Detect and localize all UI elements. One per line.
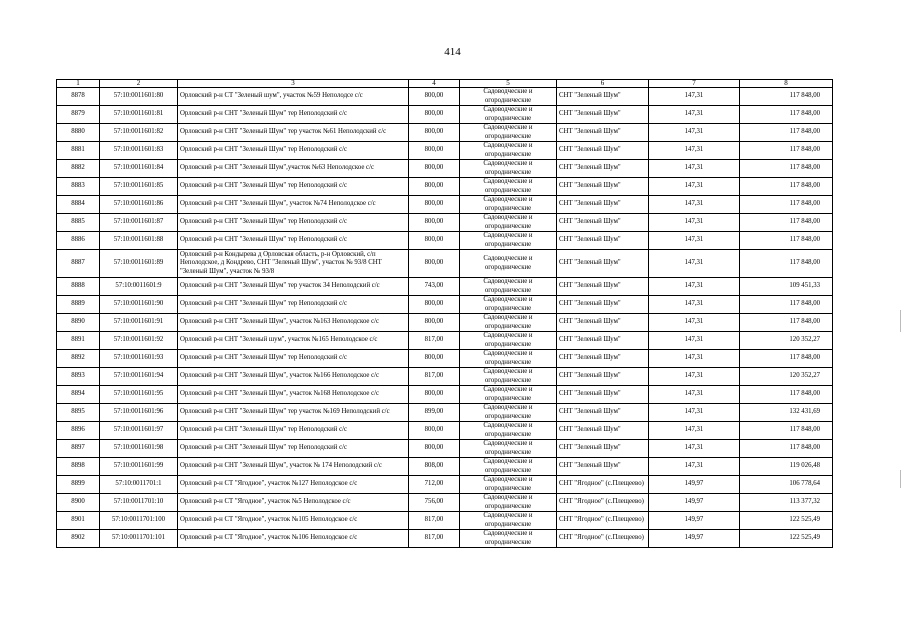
cadastral-value-cell: 106 778,64: [740, 476, 833, 494]
land-use-cell: Садоводческие и огороднические: [460, 296, 557, 314]
row-number-cell: 8899: [57, 476, 100, 494]
cadastral-value-cell: 122 525,49: [740, 530, 833, 548]
land-use-cell: Садоводческие и огороднические: [460, 106, 557, 124]
column-number: 2: [100, 80, 178, 88]
row-number-cell: 8888: [57, 278, 100, 296]
land-use-cell: Садоводческие и огороднические: [460, 350, 557, 368]
cadastral-number-cell: 57:10:0011601:87: [100, 214, 178, 232]
cadastral-value-cell: 117 848,00: [740, 106, 833, 124]
address-cell: Орловский р-н СНТ "Зеленый шум", участок №165 Неполодское с/с: [178, 332, 409, 350]
cadastral-number-cell: 57:10:0011601:98: [100, 440, 178, 458]
specific-value-cell: 149,97: [649, 530, 740, 548]
area-cell: 756,00: [409, 494, 460, 512]
cadastral-number-cell: 57:10:0011601:95: [100, 386, 178, 404]
cadastral-number-cell: 57:10:0011601:80: [100, 88, 178, 106]
specific-value-cell: 147,31: [649, 404, 740, 422]
table-row: [57, 422, 833, 440]
row-number-cell: 8892: [57, 350, 100, 368]
partnership-cell: СНТ "Зеленый Шум": [557, 296, 649, 314]
row-number-cell: 8882: [57, 160, 100, 178]
address-cell: Орловский р-н СНТ "Зеленый Шум" тер Неполодский с/с: [178, 214, 409, 232]
land-use-cell: Садоводческие и огороднические: [460, 196, 557, 214]
cadastral-number-cell: 57:10:0011601:90: [100, 296, 178, 314]
partnership-cell: СНТ "Зеленый Шум": [557, 124, 649, 142]
partnership-cell: СНТ "Ягодное" (с.Плещеево): [557, 530, 649, 548]
cadastral-number-cell: 57:10:0011601:91: [100, 314, 178, 332]
area-cell: 808,00: [409, 458, 460, 476]
partnership-cell: СНТ "Зеленый Шум": [557, 88, 649, 106]
row-number-cell: 8881: [57, 142, 100, 160]
partnership-cell: СНТ "Зеленый Шум": [557, 278, 649, 296]
table-row: [57, 476, 833, 494]
cadastral-number-cell: 57:10:0011601:86: [100, 196, 178, 214]
table-row: [57, 142, 833, 160]
table-row: [57, 314, 833, 332]
partnership-cell: СНТ "Зеленый Шум": [557, 196, 649, 214]
cadastral-value-cell: 119 026,48: [740, 458, 833, 476]
address-cell: Орловский р-н СТ "Ягодное", участок №106 Неполодское с/с: [178, 530, 409, 548]
partnership-cell: СНТ "Зеленый Шум": [557, 440, 649, 458]
specific-value-cell: 147,31: [649, 278, 740, 296]
row-number-cell: 8889: [57, 296, 100, 314]
row-number-cell: 8884: [57, 196, 100, 214]
area-cell: 800,00: [409, 88, 460, 106]
address-cell: Орловский р-н СТ "Ягодное", участок №105 Неполодское с/с: [178, 512, 409, 530]
area-cell: 800,00: [409, 196, 460, 214]
table-row: [57, 278, 833, 296]
area-cell: 817,00: [409, 332, 460, 350]
land-use-cell: Садоводческие и огороднические: [460, 440, 557, 458]
row-number-cell: 8885: [57, 214, 100, 232]
land-use-cell: Садоводческие и огороднические: [460, 404, 557, 422]
column-number: 5: [460, 80, 557, 88]
column-number: 4: [409, 80, 460, 88]
area-cell: 712,00: [409, 476, 460, 494]
specific-value-cell: 147,31: [649, 196, 740, 214]
specific-value-cell: 147,31: [649, 178, 740, 196]
partnership-cell: СНТ "Ягодное" (с.Плещеево): [557, 512, 649, 530]
cadastral-value-cell: 117 848,00: [740, 160, 833, 178]
cadastral-number-cell: 57:10:0011701:100: [100, 512, 178, 530]
partnership-cell: СНТ "Зеленый Шум": [557, 250, 649, 278]
address-cell: Орловский р-н СНТ "Зеленый Шум" тер участок №61 Неполодский с/с: [178, 124, 409, 142]
row-number-cell: 8878: [57, 88, 100, 106]
partnership-cell: СНТ "Зеленый Шум": [557, 458, 649, 476]
cadastral-value-cell: 117 848,00: [740, 314, 833, 332]
land-use-cell: Садоводческие и огороднические: [460, 250, 557, 278]
area-cell: 800,00: [409, 296, 460, 314]
column-number: 6: [557, 80, 649, 88]
cadastral-number-cell: 57:10:0011601:93: [100, 350, 178, 368]
cadastral-value-cell: 117 848,00: [740, 196, 833, 214]
specific-value-cell: 149,97: [649, 494, 740, 512]
area-cell: 800,00: [409, 178, 460, 196]
address-cell: Орловский р-н СНТ "Зеленый Шум" тер Неполодский с/с: [178, 178, 409, 196]
partnership-cell: СНТ "Зеленый Шум": [557, 350, 649, 368]
cadastral-value-cell: 117 848,00: [740, 232, 833, 250]
table-row: [57, 332, 833, 350]
land-use-cell: Садоводческие и огороднические: [460, 232, 557, 250]
address-cell: Орловский р-н СНТ "Зеленый Шум" тер Неполодский с/с: [178, 232, 409, 250]
area-cell: 817,00: [409, 530, 460, 548]
table-row: [57, 404, 833, 422]
specific-value-cell: 147,31: [649, 88, 740, 106]
address-cell: Орловский р-н СНТ "Зеленый Шум" тер участок 34 Неполодский с/с: [178, 278, 409, 296]
table-row: [57, 458, 833, 476]
land-use-cell: Садоводческие и огороднические: [460, 160, 557, 178]
cadastral-value-cell: 117 848,00: [740, 440, 833, 458]
partnership-cell: СНТ "Зеленый Шум": [557, 106, 649, 124]
area-cell: 800,00: [409, 440, 460, 458]
table-row: [57, 160, 833, 178]
row-number-cell: 8897: [57, 440, 100, 458]
row-number-cell: 8891: [57, 332, 100, 350]
address-cell: Орловский р-н Кондырева д Орловская область, р-н Орловский, с/п Неполодское, д Кондрево, СНТ "Зеленый Шум", участок № 93/8 СНТ "Зеленый Шум", участок № 93/8: [178, 250, 409, 278]
area-cell: 800,00: [409, 422, 460, 440]
cadastral-number-cell: 57:10:0011601:84: [100, 160, 178, 178]
land-use-cell: Садоводческие и огороднические: [460, 88, 557, 106]
table-row: [57, 88, 833, 106]
row-number-cell: 8901: [57, 512, 100, 530]
land-use-cell: Садоводческие и огороднические: [460, 422, 557, 440]
partnership-cell: СНТ "Ягодное" (с.Плещеево): [557, 476, 649, 494]
cadastral-value-cell: 117 848,00: [740, 88, 833, 106]
cadastral-value-cell: 109 451,33: [740, 278, 833, 296]
specific-value-cell: 147,31: [649, 332, 740, 350]
specific-value-cell: 147,31: [649, 250, 740, 278]
specific-value-cell: 149,97: [649, 512, 740, 530]
cadastral-number-cell: 57:10:0011701:10: [100, 494, 178, 512]
specific-value-cell: 147,31: [649, 440, 740, 458]
column-number: 7: [649, 80, 740, 88]
cadastral-number-cell: 57:10:0011601:92: [100, 332, 178, 350]
row-number-cell: 8894: [57, 386, 100, 404]
land-use-cell: Садоводческие и огороднические: [460, 214, 557, 232]
partnership-cell: СНТ "Зеленый Шум": [557, 178, 649, 196]
area-cell: 800,00: [409, 106, 460, 124]
cadastral-number-cell: 57:10:0011601:96: [100, 404, 178, 422]
address-cell: Орловский р-н СНТ "Зеленый Шум", участок №168 Неполодское с/с: [178, 386, 409, 404]
page-number: 414: [444, 46, 461, 58]
cadastral-number-cell: 57:10:0011601:85: [100, 178, 178, 196]
row-number-cell: 8880: [57, 124, 100, 142]
cadastral-value-cell: 117 848,00: [740, 214, 833, 232]
address-cell: Орловский р-н СНТ "Зеленый Шум", участок №166 Неполодское с/с: [178, 368, 409, 386]
cadastral-value-cell: 117 848,00: [740, 124, 833, 142]
land-use-cell: Садоводческие и огороднические: [460, 530, 557, 548]
row-number-cell: 8896: [57, 422, 100, 440]
row-number-cell: 8886: [57, 232, 100, 250]
cadastral-value-cell: 113 377,32: [740, 494, 833, 512]
specific-value-cell: 147,31: [649, 214, 740, 232]
table-row: [57, 494, 833, 512]
row-number-cell: 8890: [57, 314, 100, 332]
table-row: [57, 178, 833, 196]
specific-value-cell: 147,31: [649, 422, 740, 440]
row-number-cell: 8898: [57, 458, 100, 476]
area-cell: 800,00: [409, 142, 460, 160]
area-cell: 800,00: [409, 314, 460, 332]
cadastral-number-cell: 57:10:0011601:89: [100, 250, 178, 278]
specific-value-cell: 147,31: [649, 368, 740, 386]
area-cell: 817,00: [409, 368, 460, 386]
cadastral-value-cell: 117 848,00: [740, 350, 833, 368]
specific-value-cell: 147,31: [649, 314, 740, 332]
row-number-cell: 8887: [57, 250, 100, 278]
area-cell: 817,00: [409, 512, 460, 530]
land-use-cell: Садоводческие и огороднические: [460, 314, 557, 332]
cadastral-value-cell: 117 848,00: [740, 142, 833, 160]
cadastral-number-cell: 57:10:0011701:101: [100, 530, 178, 548]
address-cell: Орловский р-н СТ "Зеленый шум", участок №59 Неполодсе с/с: [178, 88, 409, 106]
address-cell: Орловский р-н СНТ "Зеленый Шум", участок №74 Неполодское с/с: [178, 196, 409, 214]
scan-edge-mark: [900, 470, 901, 488]
table-row: [57, 440, 833, 458]
specific-value-cell: 147,31: [649, 142, 740, 160]
partnership-cell: СНТ "Зеленый Шум": [557, 368, 649, 386]
address-cell: Орловский р-н СНТ "Зеленый Шум", участок №163 Неполодское с/с: [178, 314, 409, 332]
cadastral-number-cell: 57:10:0011701:1: [100, 476, 178, 494]
partnership-cell: СНТ "Зеленый Шум": [557, 314, 649, 332]
cadastral-value-cell: 120 352,27: [740, 368, 833, 386]
area-cell: 800,00: [409, 350, 460, 368]
partnership-cell: СНТ "Зеленый Шум": [557, 404, 649, 422]
land-use-cell: Садоводческие и огороднические: [460, 178, 557, 196]
address-cell: Орловский р-н СНТ "Зеленый Шум" тер Неполодский с/с: [178, 106, 409, 124]
table-row: [57, 350, 833, 368]
specific-value-cell: 147,31: [649, 124, 740, 142]
cadastral-value-cell: 117 848,00: [740, 422, 833, 440]
row-number-cell: 8883: [57, 178, 100, 196]
table-row: [57, 196, 833, 214]
specific-value-cell: 147,31: [649, 386, 740, 404]
specific-value-cell: 147,31: [649, 232, 740, 250]
table-row: [57, 386, 833, 404]
land-use-cell: Садоводческие и огороднические: [460, 368, 557, 386]
partnership-cell: СНТ "Зеленый Шум": [557, 232, 649, 250]
address-cell: Орловский р-н СНТ "Зеленый Шум",участок №63 Неполодское с/с: [178, 160, 409, 178]
partnership-cell: СНТ "Зеленый Шум": [557, 160, 649, 178]
row-number-cell: 8900: [57, 494, 100, 512]
table-row: [57, 368, 833, 386]
specific-value-cell: 147,31: [649, 458, 740, 476]
land-use-cell: Садоводческие и огороднические: [460, 458, 557, 476]
land-use-cell: Садоводческие и огороднические: [460, 278, 557, 296]
table-row: [57, 512, 833, 530]
cadastral-number-cell: 57:10:0011601:82: [100, 124, 178, 142]
land-use-cell: Садоводческие и огороднические: [460, 494, 557, 512]
column-number-header-row: [57, 80, 833, 88]
address-cell: Орловский р-н СНТ "Зеленый Шум" тер Неполодский с/с: [178, 350, 409, 368]
address-cell: Орловский р-н СНТ "Зеленый Шум" тер Неполодский с/с: [178, 422, 409, 440]
cadastral-number-cell: 57:10:0011601:9: [100, 278, 178, 296]
cadastral-value-cell: 117 848,00: [740, 386, 833, 404]
area-cell: 800,00: [409, 250, 460, 278]
area-cell: 800,00: [409, 214, 460, 232]
row-number-cell: 8879: [57, 106, 100, 124]
cadastral-number-cell: 57:10:0011601:97: [100, 422, 178, 440]
land-plots-table: [56, 79, 833, 548]
cadastral-value-cell: 132 431,69: [740, 404, 833, 422]
cadastral-value-cell: 117 848,00: [740, 250, 833, 278]
scan-edge-mark: [900, 310, 901, 332]
cadastral-value-cell: 117 848,00: [740, 178, 833, 196]
land-use-cell: Садоводческие и огороднические: [460, 124, 557, 142]
partnership-cell: СНТ "Зеленый Шум": [557, 332, 649, 350]
address-cell: Орловский р-н СНТ "Зеленый Шум", участок № 174 Неполодский с/с: [178, 458, 409, 476]
column-number: 3: [178, 80, 409, 88]
table-row: [57, 214, 833, 232]
area-cell: 800,00: [409, 160, 460, 178]
specific-value-cell: 147,31: [649, 296, 740, 314]
cadastral-number-cell: 57:10:0011601:88: [100, 232, 178, 250]
specific-value-cell: 149,97: [649, 476, 740, 494]
partnership-cell: СНТ "Зеленый Шум": [557, 386, 649, 404]
row-number-cell: 8893: [57, 368, 100, 386]
table-row: [57, 250, 833, 278]
cadastral-number-cell: 57:10:0011601:81: [100, 106, 178, 124]
row-number-cell: 8902: [57, 530, 100, 548]
table-row: [57, 296, 833, 314]
row-number-cell: 8895: [57, 404, 100, 422]
cadastral-value-cell: 117 848,00: [740, 296, 833, 314]
land-use-cell: Садоводческие и огороднические: [460, 476, 557, 494]
specific-value-cell: 147,31: [649, 160, 740, 178]
address-cell: Орловский р-н СТ "Ягодное", участок №5 Неполодское с/с: [178, 494, 409, 512]
land-use-cell: Садоводческие и огороднические: [460, 512, 557, 530]
partnership-cell: СНТ "Ягодное" (с.Плещеево): [557, 494, 649, 512]
specific-value-cell: 147,31: [649, 350, 740, 368]
cadastral-number-cell: 57:10:0011601:83: [100, 142, 178, 160]
table-row: [57, 106, 833, 124]
partnership-cell: СНТ "Зеленый Шум": [557, 214, 649, 232]
address-cell: Орловский р-н СНТ "Зеленый Шум" тер участок №169 Неполодский с/с: [178, 404, 409, 422]
table-row: [57, 232, 833, 250]
land-use-cell: Садоводческие и огороднические: [460, 332, 557, 350]
area-cell: 800,00: [409, 232, 460, 250]
column-number: 8: [740, 80, 833, 88]
area-cell: 800,00: [409, 124, 460, 142]
cadastral-value-cell: 120 352,27: [740, 332, 833, 350]
cadastral-number-cell: 57:10:0011601:94: [100, 368, 178, 386]
table-row: [57, 530, 833, 548]
address-cell: Орловский р-н СНТ "Зеленый Шум" тер Неполодский с/с: [178, 142, 409, 160]
specific-value-cell: 147,31: [649, 106, 740, 124]
table-body: [57, 80, 833, 548]
partnership-cell: СНТ "Зеленый Шум": [557, 422, 649, 440]
cadastral-value-cell: 122 525,49: [740, 512, 833, 530]
address-cell: Орловский р-н СНТ "Зеленый Шум" тер Неполодский с/с: [178, 440, 409, 458]
area-cell: 800,00: [409, 386, 460, 404]
land-use-cell: Садоводческие и огороднические: [460, 386, 557, 404]
area-cell: 743,00: [409, 278, 460, 296]
table-row: [57, 124, 833, 142]
address-cell: Орловский р-н СНТ "Зеленый Шум" тер Неполодский с/с: [178, 296, 409, 314]
address-cell: Орловский р-н СТ "Ягодное", участок №127 Неполодское с/с: [178, 476, 409, 494]
cadastral-number-cell: 57:10:0011601:99: [100, 458, 178, 476]
partnership-cell: СНТ "Зеленый Шум": [557, 142, 649, 160]
land-use-cell: Садоводческие и огороднические: [460, 142, 557, 160]
column-number: 1: [57, 80, 100, 88]
area-cell: 899,00: [409, 404, 460, 422]
